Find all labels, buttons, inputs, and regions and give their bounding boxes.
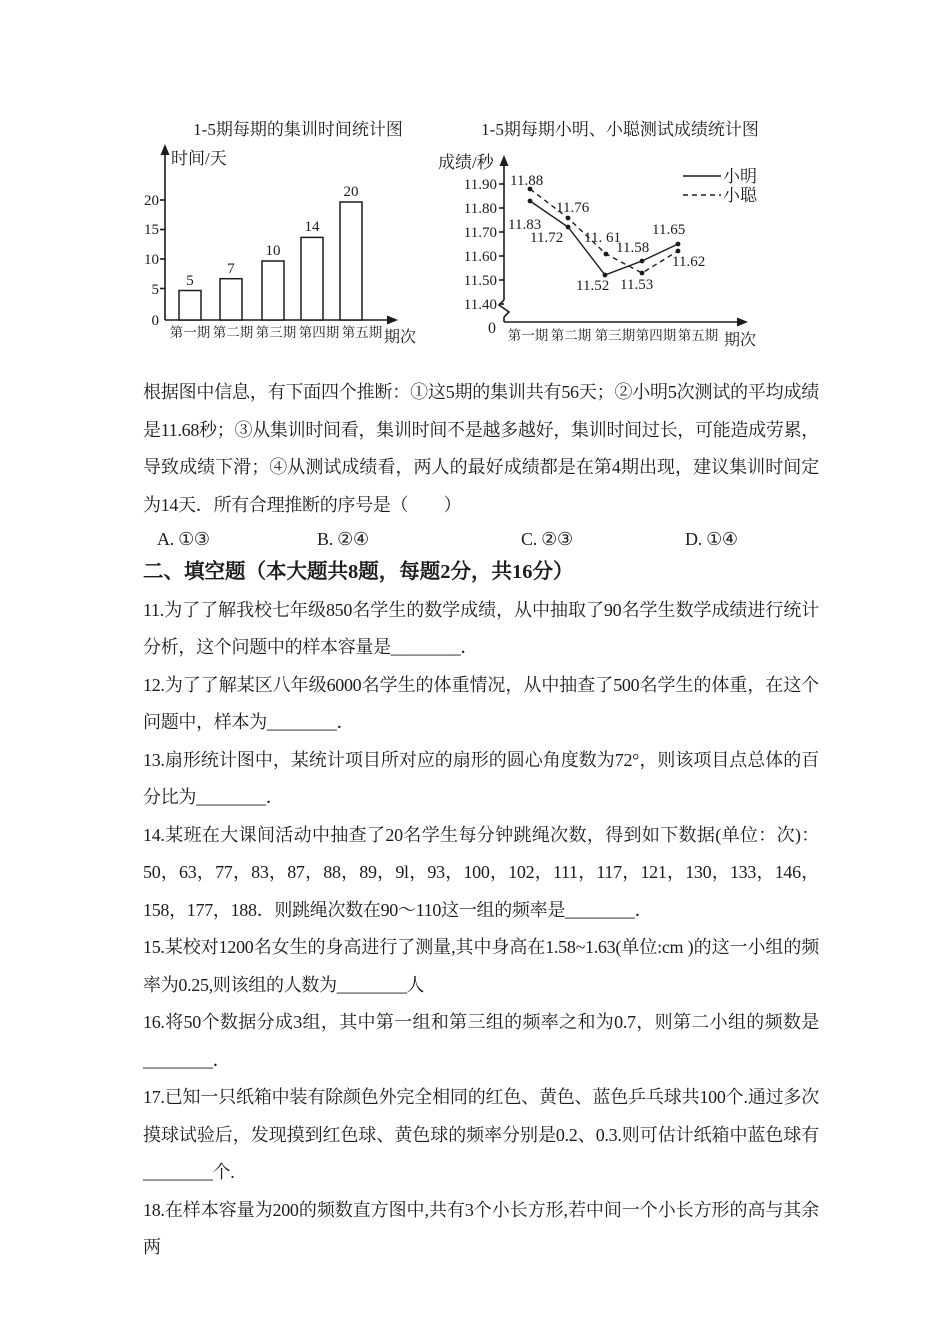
bar-x-axis-label: 期次	[384, 329, 417, 346]
bar-xtick-3: 第三期	[255, 325, 297, 340]
label-xc-2: 11.76	[556, 200, 590, 216]
bar-ytick-0: 0	[151, 313, 159, 329]
line-x-axis-arrow-icon	[737, 318, 748, 327]
label-xm-3: 11.52	[576, 278, 610, 294]
bar-1	[179, 291, 201, 321]
label-xm-2: 11.72	[530, 230, 564, 246]
line-xtick-5: 第五期	[677, 328, 719, 343]
bar-value-3: 10	[265, 243, 281, 259]
question-15: 15.某校对1200名女生的身高进行了测量,其中身高在1.58~1.63(单位:cm )的这一小组的频率为0.25,则该组的人数为________人	[143, 937, 819, 995]
question-10-stem: 根据图中信息，有下面四个推断：①这5期的集训共有56天；②小明5次测试的平均成绩是11.68秒；③从集训时间看，集训时间不是越多越好，集训时间过长，可能造成劳累，导致成绩下滑；④从测试成绩看，两人的最好成绩都是在第4期出现，建议集训时间定为14天．所有合理推断的序号是（ ）	[143, 382, 819, 515]
bar-ytick-15: 15	[144, 222, 159, 238]
bar-ytick-10: 10	[144, 252, 159, 268]
line-y-axis-arrow-icon	[500, 155, 509, 166]
question-11: 11.为了了解我校七年级850名学生的数学成绩，从中抽取了90名学生数学成绩进行统计分析，这个问题中的样本容量是________．	[143, 599, 819, 657]
line-ytick-1160: 11.60	[463, 249, 497, 265]
bar-value-5: 20	[343, 184, 359, 200]
line-xtick-3: 第三期	[594, 328, 636, 343]
bar-chart-svg	[140, 138, 420, 360]
bar-value-1: 5	[186, 273, 194, 289]
label-xm-1: 11.83	[508, 217, 542, 233]
question-16: 16.将50个数据分成3组，其中第一组和第三组的频率之和为0.7，则第二小组的频数是________．	[143, 1012, 819, 1070]
legend-xiaocong: 小聪	[723, 186, 757, 205]
question-13: 13.扇形统计图中，某统计项目所对应的扇形的圆心角度数为72°，则该项目点总体的百分比为________．	[143, 749, 819, 807]
line-xtick-1: 第一期	[507, 328, 549, 343]
bar-chart-title: 1-5期每期的集训时间统计图	[193, 120, 403, 139]
question-17: 17.已知一只纸箱中装有除颜色外完全相同的红色、黄色、蓝色乒乓球共100个.通过多次摸球试验后，发现摸到红色球、黄色球的频率分别是0.2、0.3.则可估计纸箱中蓝色球有________个.	[143, 1087, 819, 1182]
bar-value-4: 14	[304, 219, 320, 235]
line-chart-svg	[430, 140, 775, 362]
bar-xtick-5: 第五期	[341, 325, 383, 340]
bar-value-2: 7	[227, 261, 235, 277]
line-origin-label: 0	[488, 320, 496, 337]
bar-y-axis-label: 时间/天	[171, 149, 227, 168]
bar-xtick-1: 第一期	[169, 325, 211, 340]
bar-4	[301, 237, 323, 320]
line-xtick-2: 第二期	[550, 328, 592, 343]
bar-y-axis-arrow-icon	[161, 144, 170, 155]
line-ytick-1140: 11.40	[463, 297, 497, 313]
option-b: B. ②④	[317, 529, 369, 549]
line-xtick-4: 第四期	[635, 328, 677, 343]
option-d: D. ①④	[685, 529, 738, 549]
legend-xiaoming: 小明	[723, 167, 757, 186]
question-18: 18.在样本容量为200的频数直方图中,共有3个小长方形,若中间一个小长方形的高与其余两	[143, 1199, 819, 1257]
label-xc-5: 11.62	[672, 254, 706, 270]
question-12: 12.为了了解某区八年级6000名学生的体重情况，从中抽查了500名学生的体重，在这个问题中，样本为________．	[143, 674, 819, 732]
bar-xtick-2: 第二期	[212, 325, 254, 340]
line-ytick-1190: 11.90	[463, 177, 497, 193]
line-y-axis-label: 成绩/秒	[438, 153, 494, 172]
question-14: 14.某班在大课间活动中抽查了20名学生每分钟跳绳次数，得到如下数据(单位：次)：50，63，77，83，87，88，89，9l，93，100，102，111，117，121，130，133，146，158，177，188．则跳绳次数在90～110这一组的频率是________．	[143, 824, 819, 920]
line-ytick-1170: 11.70	[463, 225, 497, 241]
label-xm-4: 11.58	[616, 240, 650, 256]
question-10-options	[143, 524, 819, 554]
y-axis-break-icon	[499, 300, 509, 317]
option-a: A. ①③	[157, 529, 210, 549]
bar-5	[340, 202, 362, 320]
bar-x-axis-arrow-icon	[387, 316, 398, 325]
label-xm-5: 11.65	[652, 222, 686, 238]
label-xc-4: 11.53	[620, 277, 654, 293]
label-xc-1: 11.88	[510, 173, 544, 189]
bar-ytick-20: 20	[144, 193, 159, 209]
label-xc-3: 11. 61	[584, 230, 621, 246]
option-c: C. ②③	[521, 529, 573, 549]
section-2-header: 二、填空题（本大题共8题，每题2分，共16分）	[143, 561, 574, 583]
bar-ytick-5: 5	[151, 282, 159, 298]
bar-3	[262, 261, 284, 320]
question-body	[143, 374, 819, 1267]
line-ytick-1180: 11.80	[463, 201, 497, 217]
bar-2	[220, 279, 242, 320]
line-ytick-1150: 11.50	[463, 273, 497, 289]
bar-xtick-4: 第四期	[298, 325, 340, 340]
line-x-axis-label: 期次	[724, 332, 757, 349]
line-chart-title: 1-5期每期小明、小聪测试成绩统计图	[481, 120, 759, 139]
